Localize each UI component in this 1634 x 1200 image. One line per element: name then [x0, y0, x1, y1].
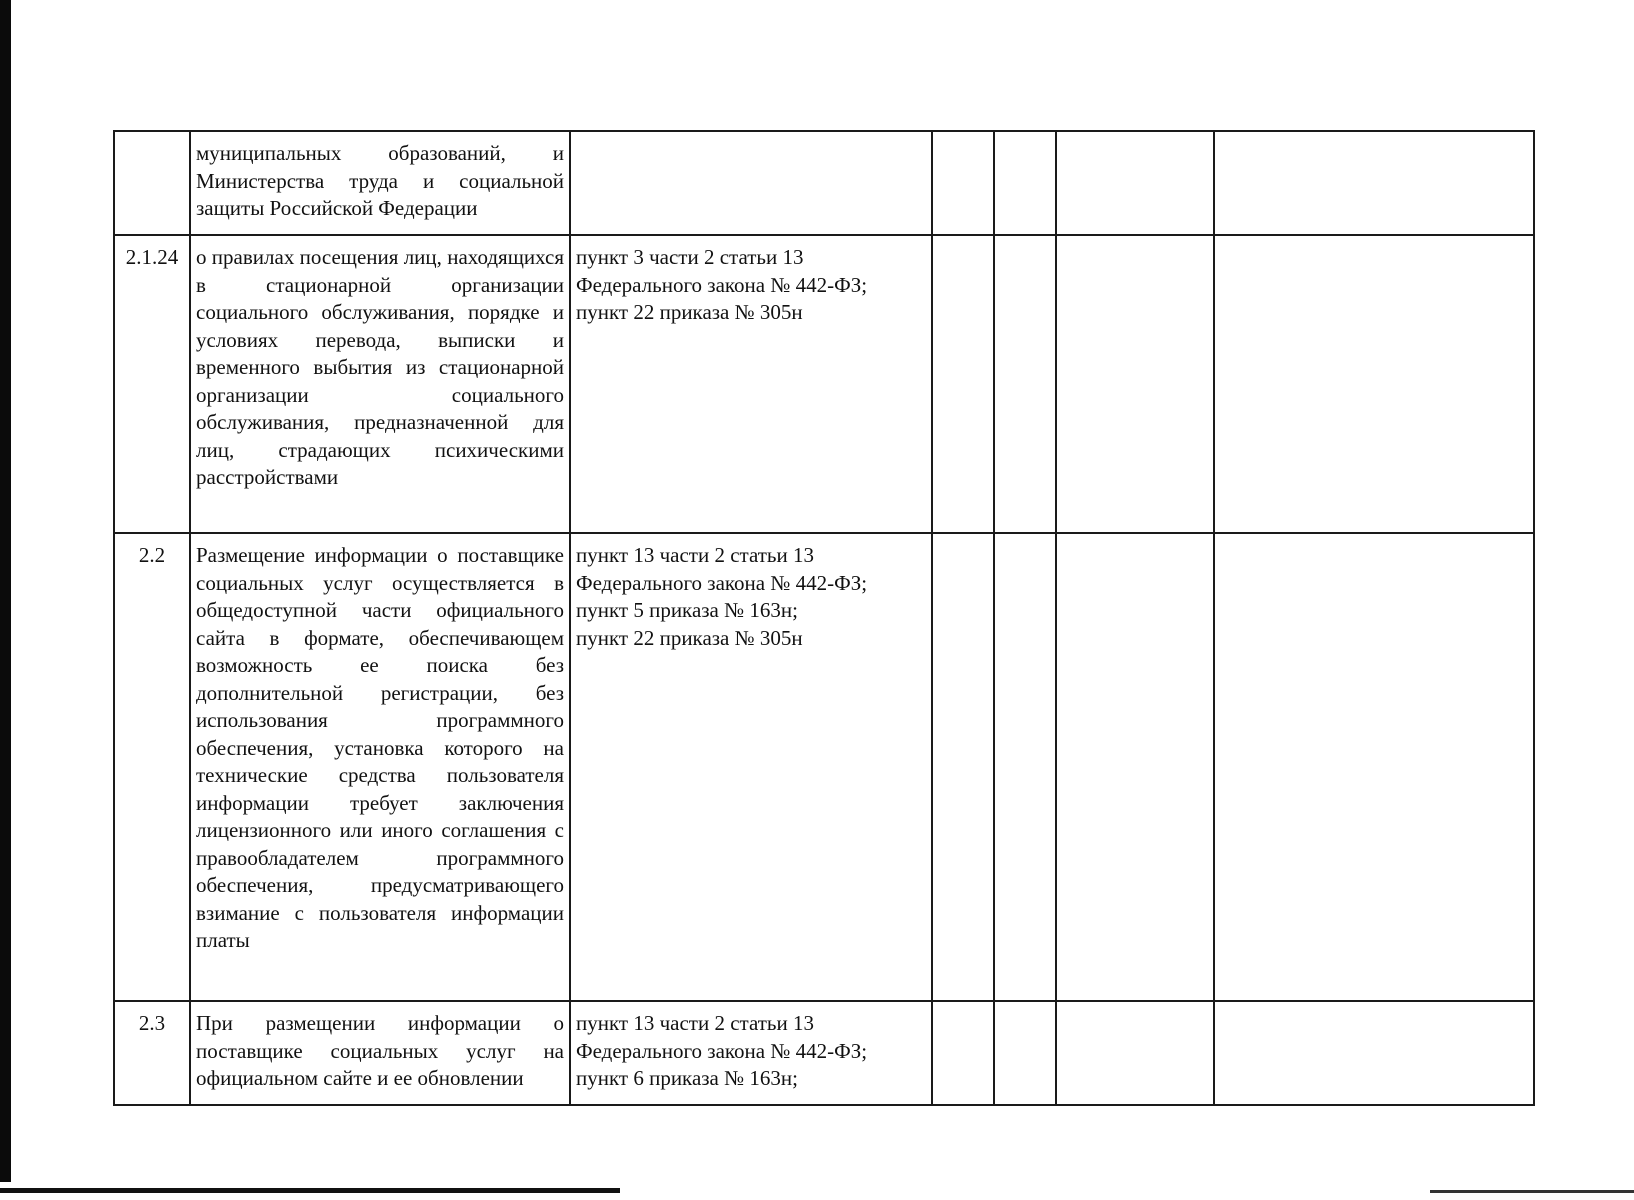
legal-basis-line: пункт 6 приказа № 163н;	[576, 1066, 798, 1090]
legal-basis-line: пункт 13 части 2 статьи 13	[576, 1011, 814, 1035]
legal-basis-line: пункт 13 части 2 статьи 13	[576, 543, 814, 567]
legal-basis-line: пункт 5 приказа № 163н;	[576, 598, 798, 622]
requirement-text: Размещение информации о поставщике социальных услуг осуществляется в общедоступной части официального сайта в формате, обеспечивающем возможность ее поиска без дополнительной регистрации, без использования программного обеспечения, установка которого на технические средства пользователя информации требует заключения лицензионного или иного соглашения с правообладателем программного обеспечения, предусматривающего взимание с пользователя информации платы	[190, 533, 570, 1001]
answer-yes-cell	[932, 235, 994, 533]
compliance-table	[113, 130, 1535, 1106]
table-row	[114, 235, 1534, 533]
table-row	[114, 131, 1534, 235]
scan-border-left	[0, 0, 11, 1200]
requirement-text: муниципальных образований, и Министерства труда и социальной защиты Российской Федерации	[190, 131, 570, 235]
legal-basis-cell	[570, 1001, 932, 1105]
table-row	[114, 533, 1534, 1001]
legal-basis-cell	[570, 235, 932, 533]
answer-no-cell	[994, 235, 1056, 533]
answer-no-cell	[994, 131, 1056, 235]
not-applicable-cell	[1056, 533, 1214, 1001]
legal-basis-line: Федерального закона № 442-ФЗ;	[576, 1038, 868, 1063]
notes-cell	[1214, 1001, 1534, 1105]
legal-basis-line: пункт 3 части 2 статьи 13	[576, 245, 804, 269]
legal-basis-line: пункт 22 приказа № 305н	[576, 625, 803, 650]
not-applicable-cell	[1056, 1001, 1214, 1105]
legal-basis-cell	[570, 131, 932, 235]
notes-cell	[1214, 235, 1534, 533]
notes-cell	[1214, 131, 1534, 235]
legal-basis-line: Федерального закона № 442-ФЗ;	[576, 570, 868, 595]
answer-yes-cell	[932, 1001, 994, 1105]
notes-cell	[1214, 533, 1534, 1001]
answer-no-cell	[994, 1001, 1056, 1105]
answer-yes-cell	[932, 131, 994, 235]
scan-artifact	[0, 1188, 620, 1193]
not-applicable-cell	[1056, 235, 1214, 533]
not-applicable-cell	[1056, 131, 1214, 235]
legal-basis-line: Федерального закона № 442-ФЗ;	[576, 272, 868, 297]
row-number: 2.2	[114, 533, 190, 1001]
table-row	[114, 1001, 1534, 1105]
legal-basis-cell	[570, 533, 932, 1001]
requirement-text: При размещении информации о поставщике социальных услуг на официальном сайте и ее обновлении	[190, 1001, 570, 1105]
row-number	[114, 131, 190, 235]
answer-no-cell	[994, 533, 1056, 1001]
requirement-text: о правилах посещения лиц, находящихся в стационарной организации социального обслуживания, порядке и условиях перевода, выписки и временного выбытия из стационарной организации социального обслуживания, предназначенной для лиц, страдающих психическими расстройствами	[190, 235, 570, 533]
row-number: 2.3	[114, 1001, 190, 1105]
legal-basis-line: пункт 22 приказа № 305н	[576, 300, 803, 324]
row-number: 2.1.24	[114, 235, 190, 533]
scan-artifact	[1430, 1190, 1634, 1193]
scan-border-bottom	[0, 1182, 1634, 1200]
answer-yes-cell	[932, 533, 994, 1001]
